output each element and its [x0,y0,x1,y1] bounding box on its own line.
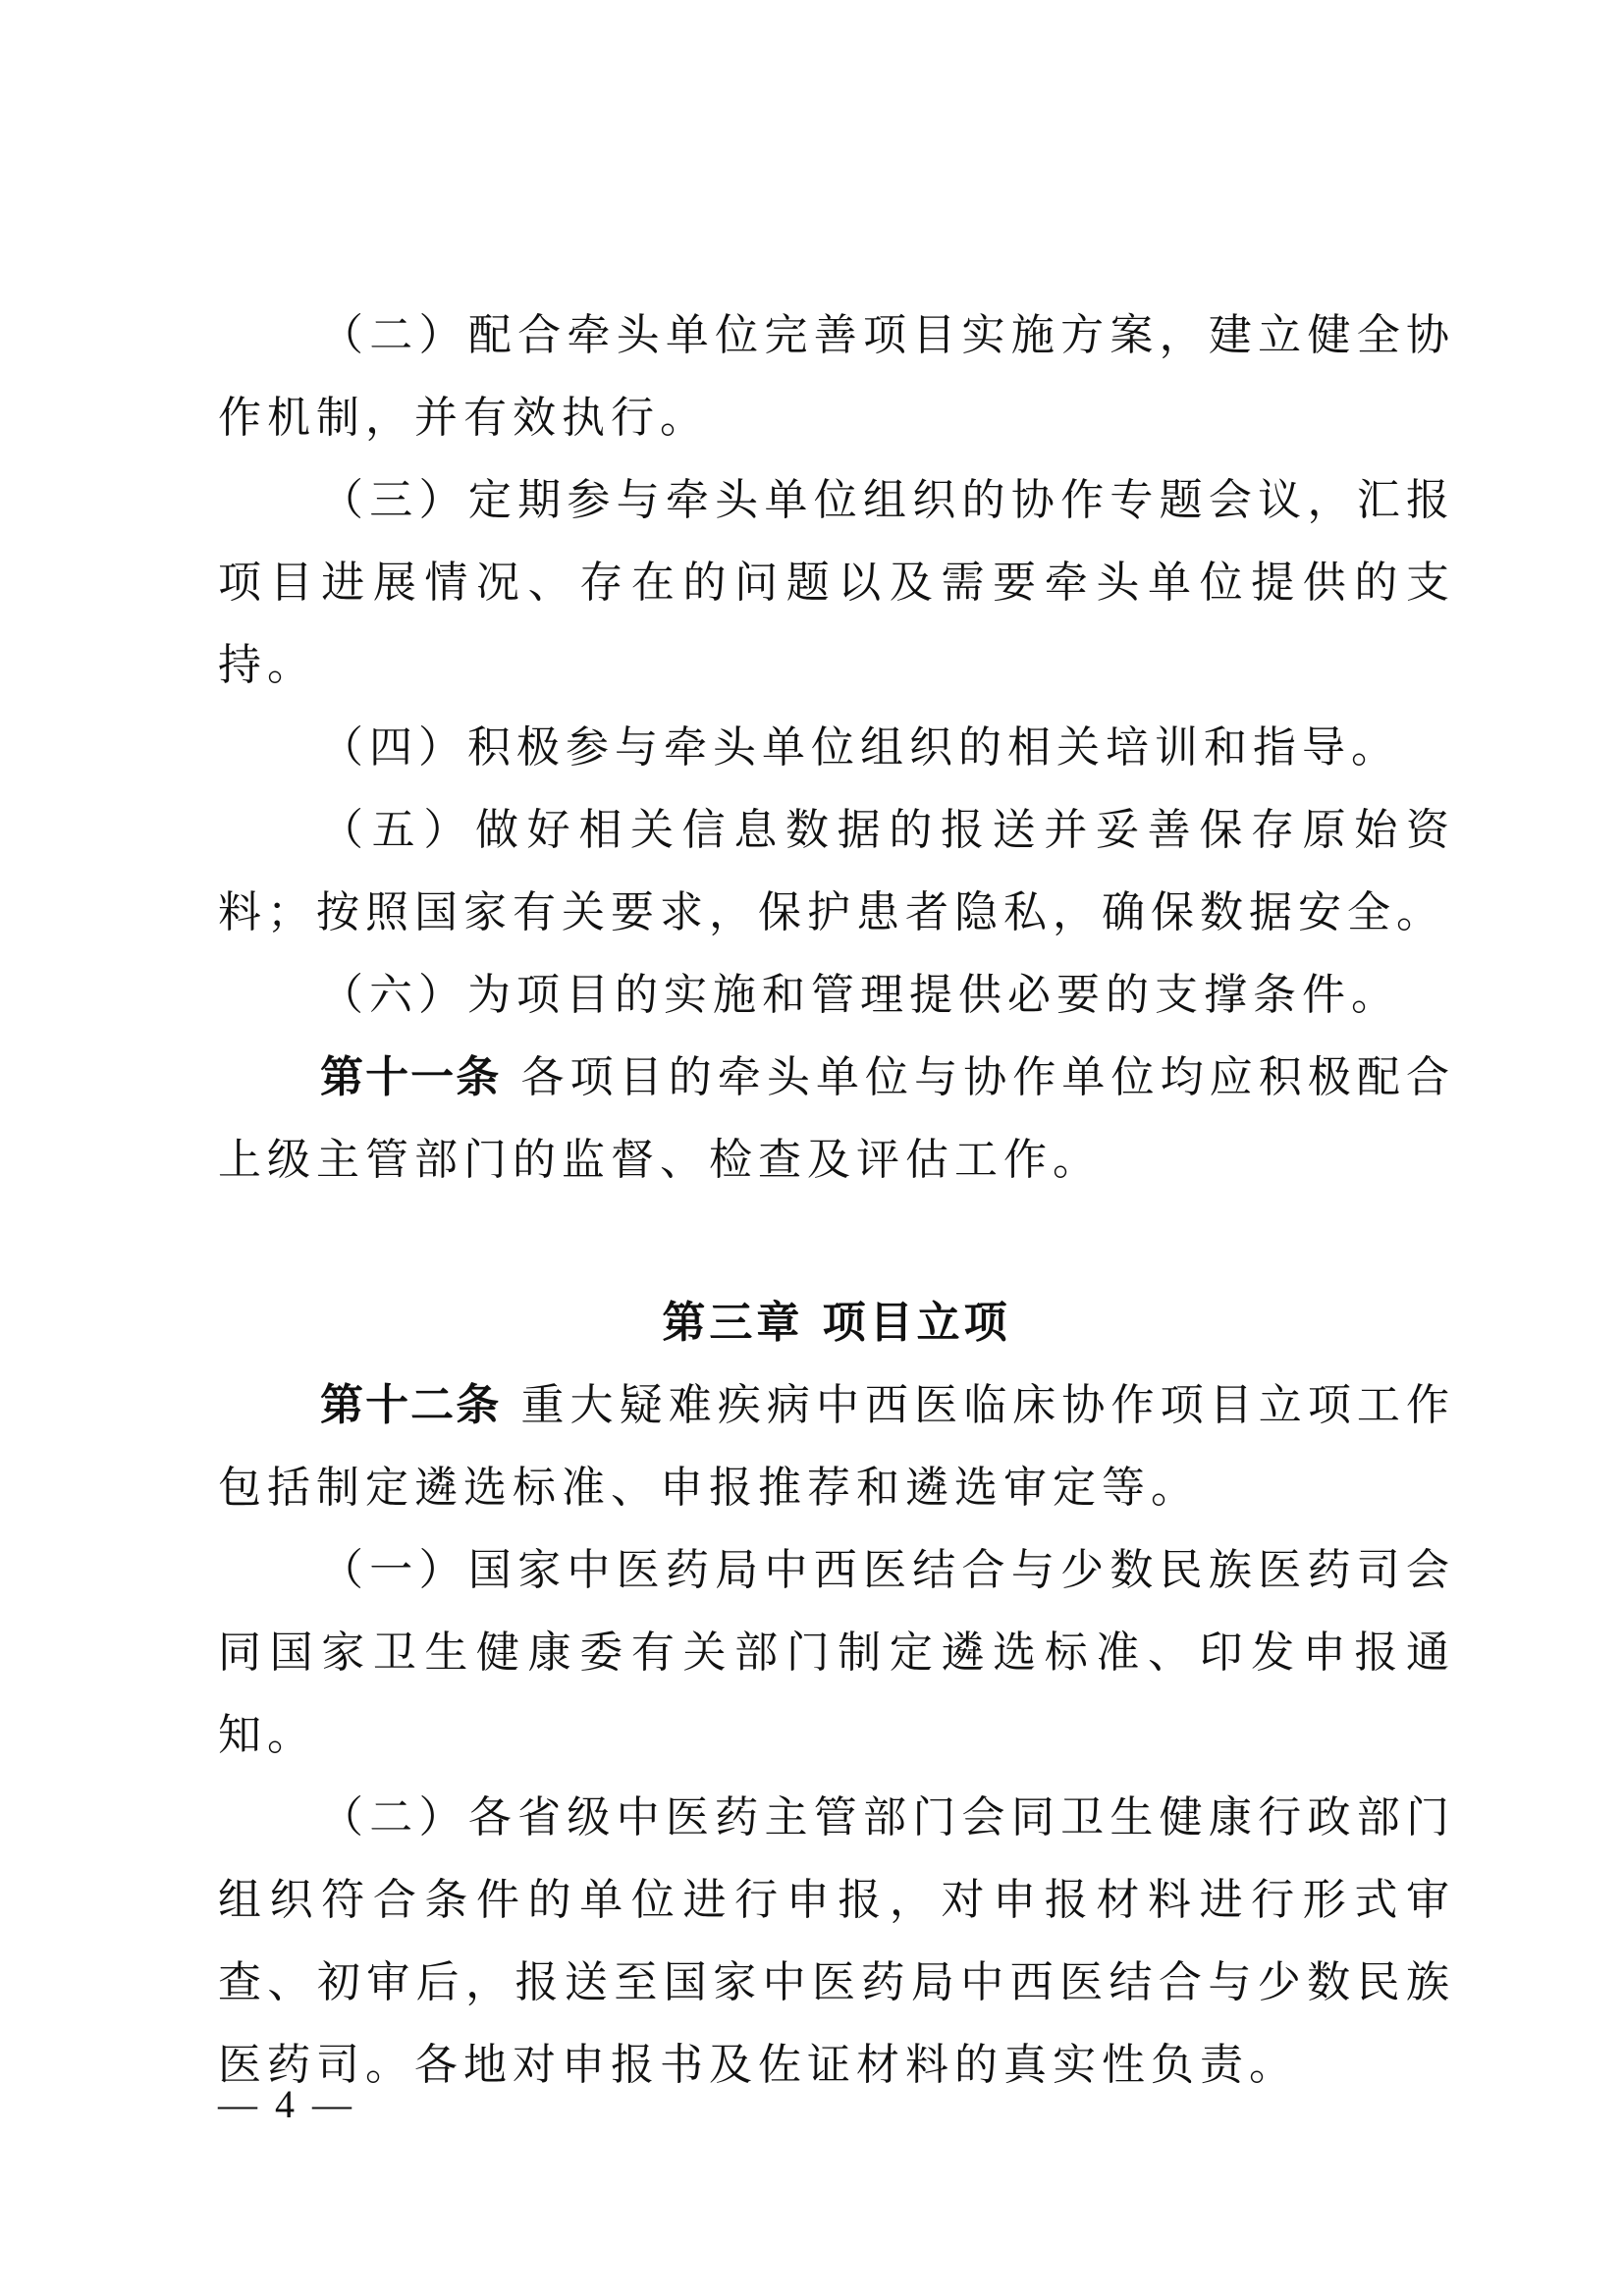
article-11 [218,1037,1455,1201]
paragraph-item-2: （二）配合牵头单位完善项目实施方案，建立健全协作机制，并有效执行。 [218,310,1455,443]
article-12-heading: 第十二条 [320,1380,502,1430]
document-body [218,294,1455,2107]
article-11-text: 各项目的牵头单位与协作单位均应积极配合上级主管部门的监督、检查及评估工作。 [218,1052,1456,1185]
paragraph-item-5: （五）做好相关信息数据的报送并妥善保存原始资料；按照国家有关要求，保护患者隐私，确保数据安全。 [218,805,1455,937]
chapter-title: 第三章 项目立项 [662,1298,1011,1348]
page-number: — 4 — [218,2082,355,2126]
paragraph-item-4: （四）积极参与牵头单位组织的相关培训和指导。 [320,722,1400,773]
article-11-heading: 第十一条 [320,1052,502,1102]
paragraph-item-1-procedure: （一）国家中医药局中西医结合与少数民族医药司会同国家卫生健康委有关部门制定遴选标准、印发申报通知。 [218,1545,1455,1760]
article-12 [218,1364,1455,1529]
paragraph-item-3: （三）定期参与牵头单位组织的协作专题会议，汇报项目进展情况、存在的问题以及需要牵头单位提供的支持。 [218,475,1455,690]
paragraph-item-6: （六）为项目的实施和管理提供必要的支撑条件。 [320,970,1400,1020]
article-12-text: 重大疑难疾病中西医临床协作项目立项工作包括制定遴选标准、申报推荐和遴选审定等。 [218,1380,1456,1513]
paragraph-item-2-procedure: （二）各省级中医药主管部门会同卫生健康行政部门组织符合条件的单位进行申报，对申报材料进行形式审查、初审后，报送至国家中医药局中西医结合与少数民族医药司。各地对申报书及佐证材料的真实性负责。 [218,1792,1455,2090]
